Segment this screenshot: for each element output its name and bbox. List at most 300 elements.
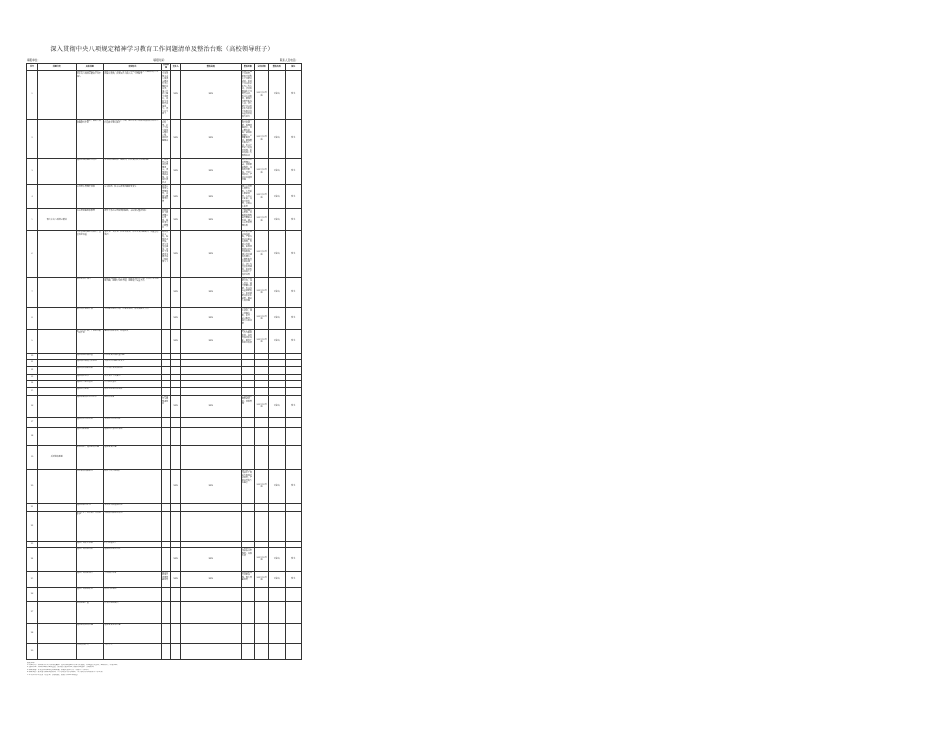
cell-d (255, 427, 269, 445)
cell-n: 6 (27, 231, 38, 278)
note-line: 4.整改进展：如实填写整改进展情况，已完成的写明完成情况，未完成的写明进展和下一步安排。 (27, 671, 105, 674)
cell-e (269, 511, 286, 541)
header-measure: 整改措施 (163, 64, 170, 69)
cell-r (171, 503, 181, 511)
cell-cat (38, 366, 77, 374)
cell-p2: 修订公务接待管理办法，规范审批程序，加强财务审核，开展专项检查，严肃查处违规问题 (241, 158, 255, 185)
cell-cat (38, 571, 77, 587)
cell-x: 精简会议文件，统筹检查考核，切实为基层减负，推动干部把更多精力投入到抓落实上 (161, 231, 171, 278)
cell-x (161, 511, 171, 541)
cell-e: 已完成 (269, 395, 286, 417)
table-row (27, 601, 302, 623)
cell-cat: 反对特权思想 (38, 445, 77, 469)
cell-r (171, 380, 181, 387)
cell-d: 2025年6月底 (255, 119, 269, 158)
cell-m (285, 427, 302, 445)
cell-d: 2025年6月底 (255, 158, 269, 185)
cell-m (285, 417, 302, 427)
cell-cat (38, 601, 77, 623)
cell-d: 2025年6月底 (255, 231, 269, 278)
cell-t (181, 359, 242, 366)
cell-p: 公务用车管理不规范 (76, 185, 104, 209)
cell-p: 理论武装存在偏差不到位，对中央八项规定精神学习不深入 (76, 70, 104, 119)
cell-p: 担当作为不够，干事创业精气神不足 (76, 329, 104, 353)
cell-cat (38, 119, 77, 158)
cell-r: XXX (171, 307, 181, 329)
cell-cat (38, 277, 77, 307)
cell-m (285, 445, 302, 469)
cell-x (161, 427, 171, 445)
cell-r (171, 643, 181, 659)
cell-e (269, 445, 286, 469)
cell-p: 违规公款旅游 (76, 387, 104, 395)
cell-m (285, 587, 302, 601)
cell-x (161, 359, 171, 366)
header-owner: 责任人 (171, 64, 181, 71)
cell-e: 已完成 (269, 277, 286, 307)
cell-p2: 全面清理车辆配备情况，规范管理 (241, 395, 255, 417)
table-row (27, 623, 302, 643)
cell-d (255, 366, 269, 374)
cell-n: 11 (27, 359, 38, 366)
table-row (27, 511, 302, 541)
cell-t (181, 380, 242, 387)
cell-f: 违规插手选人用人 (104, 547, 162, 571)
table-row (27, 307, 302, 329)
cell-t: XXX (181, 307, 242, 329)
cell-r: XXX (171, 158, 181, 185)
cell-n: 15 (27, 387, 38, 395)
cell-t (181, 623, 242, 643)
cell-d (255, 623, 269, 643)
cell-d (255, 643, 269, 659)
cell-cat (38, 547, 77, 571)
cell-n: 18 (27, 427, 38, 445)
cell-r (171, 511, 181, 541)
cell-p2 (241, 623, 255, 643)
cell-p2: 规范科研项目评审流程，落实回避制度 (241, 571, 255, 587)
cell-r: XXX (171, 571, 181, 587)
cell-t: XXX (181, 119, 242, 158)
cell-n: 7 (27, 277, 38, 307)
cell-r: XXX (171, 185, 181, 209)
cell-e: 已完成 (269, 547, 286, 571)
cell-f: 插手干预工程项目 (104, 469, 162, 503)
cell-e (269, 587, 286, 601)
cell-f: 违规享受待遇 (104, 445, 162, 469)
table-row (27, 70, 302, 119)
note-line: 1.问题分类：按照落实中央八项规定精神、反对特权思想等方面分类填报，问题查摆要具体，逐项列出，不能笼统。 (27, 664, 119, 667)
cell-p: 违规干预科研项目 (76, 571, 104, 587)
cell-p2: 制定精文减会具体措施，严格控制会议数量和规模，压缩文件篇幅，统筹规范督查检查考核事项，建立基层减负监测点，定期听取基层意见建议，切实为基层松绑减负，推动形成真抓实干良好氛围 (241, 231, 255, 278)
cell-n: 2 (27, 119, 38, 158)
cell-n: 19 (27, 445, 38, 469)
cell-r: XXX (171, 329, 181, 353)
cell-t: XXX (181, 70, 242, 119)
table-body (27, 70, 302, 659)
cell-p: 违规出入私人会所 (76, 380, 104, 387)
cell-p: 家风不正，对亲属子女管教不严 (76, 511, 104, 541)
cell-x (161, 469, 171, 503)
table-row (27, 387, 302, 395)
cell-cat (38, 231, 77, 278)
cell-m: 暂无 (285, 70, 302, 119)
cell-f: 巧立名目发放津补贴 (104, 366, 162, 374)
cell-cat (38, 307, 77, 329)
header-index: 序号 (27, 64, 38, 71)
cell-p2 (241, 503, 255, 511)
meta-unit: 填报单位： (27, 59, 40, 62)
cell-e (269, 366, 286, 374)
cell-m (285, 359, 302, 366)
cell-x: 坚持把学习贯彻中央八项规定精神作为长期政治任务，深入开展专题学习研讨，推动学习教育走深走实，切实以学促干 (161, 70, 171, 119)
cell-m (285, 503, 302, 511)
cell-n: 16 (27, 395, 38, 417)
cell-cat (38, 158, 77, 185)
header-category: 问题分类 (38, 64, 77, 71)
cell-f: 超标准配备 (104, 395, 162, 417)
cell-p: 违规使用公款 (76, 374, 104, 380)
cell-cat (38, 395, 77, 417)
cell-x (161, 380, 171, 387)
cell-r: XXX (171, 70, 181, 119)
cell-cat (38, 643, 77, 659)
cell-f: 本人或亲属违规经商 (104, 503, 162, 511)
cell-n: 29 (27, 643, 38, 659)
cell-d (255, 587, 269, 601)
cell-x (161, 547, 171, 571)
cell-e (269, 417, 286, 427)
cell-x (161, 601, 171, 623)
cell-n: 3 (27, 158, 38, 185)
cell-d (255, 380, 269, 387)
header-issue: 具体问题 (76, 64, 104, 71)
cell-p: 违规配备使用公务用车 (76, 395, 104, 417)
cell-n: 27 (27, 601, 38, 623)
cell-r (171, 427, 181, 445)
header-done: 完成时限 (255, 64, 269, 71)
cell-d (255, 387, 269, 395)
cell-d (255, 511, 269, 541)
cell-e (269, 643, 286, 659)
cell-m (285, 623, 302, 643)
cell-t (181, 587, 242, 601)
cell-m: 暂无 (285, 329, 302, 353)
cell-p: 违规吃喝问题仍有发生 (76, 158, 104, 185)
cell-p2 (241, 445, 255, 469)
meta-row (22, 59, 302, 62)
cell-cat (38, 511, 77, 541)
cell-cat (38, 417, 77, 427)
cell-e: 已完成 (269, 329, 286, 353)
cell-p: 违规干预招生录取 (76, 541, 104, 547)
cell-cat (38, 70, 77, 119)
cell-e: 已完成 (269, 469, 286, 503)
table-row (27, 209, 302, 231)
cell-f: 公务接待超标准、超范围，存在变相公款吃喝问题 (104, 158, 162, 185)
cell-e: 已完成 (269, 119, 286, 158)
cell-x (161, 587, 171, 601)
cell-e: 已完成 (269, 70, 286, 119)
cell-f: 借公务差旅之机旅游 (104, 387, 162, 395)
cell-p: 服务师生意识不强 (76, 307, 104, 329)
cell-t: XXX (181, 231, 242, 278)
cell-d: 2025年6月底 (255, 571, 269, 587)
cell-n: 26 (27, 587, 38, 601)
cell-t: XXX (181, 571, 242, 587)
cell-x (161, 329, 171, 353)
cell-n: 1 (27, 70, 38, 119)
header-row (27, 64, 302, 71)
cell-f: 多处占用办公用房 (104, 417, 162, 427)
cell-cat (38, 329, 77, 353)
cell-r (171, 445, 181, 469)
cell-t: XXX (181, 209, 242, 231)
cell-t (181, 601, 242, 623)
cell-f: 理论学习浮于表面，对中央八项规定精神及其实施细则的学习停留在表面，没有真正入脑入心，学用脱节 (104, 70, 162, 119)
cell-x (161, 445, 171, 469)
cell-x (161, 643, 171, 659)
cell-d (255, 601, 269, 623)
cell-r: XXX (171, 469, 181, 503)
note-line: 3.整改措施：针对具体问题制定整改措施，措施要具体可行、可操作、可检验。 (27, 668, 90, 671)
cell-d: 2025年6月底 (255, 395, 269, 417)
cell-f: 会议多、文件多、检查考核多，形式主义问题突出，加重基层负担 (104, 231, 162, 278)
table-row (27, 329, 302, 353)
table-row (27, 427, 302, 445)
cell-e (269, 623, 286, 643)
cell-cat (38, 359, 77, 366)
cell-e: 已完成 (269, 185, 286, 209)
cell-t: XXX (181, 277, 242, 307)
cell-e: 已完成 (269, 158, 286, 185)
cell-m: 暂无 (285, 571, 302, 587)
cell-p: 搞特殊化，违规享受待遇 (76, 445, 104, 469)
note-line: 5.本表由各单位党委（党总支）负责填报，填报后加盖公章报送。 (27, 673, 80, 676)
cell-t (181, 511, 242, 541)
cell-d: 2025年6月底 (255, 547, 269, 571)
cell-f: 遇到困难绕着走，推诿扯皮 (104, 329, 162, 353)
meta-date: 填报时间： (153, 59, 167, 62)
cell-n: 25 (27, 571, 38, 587)
cell-x: 完善公务用车管理制度，加强车辆使用监管 (161, 185, 171, 209)
cell-n: 24 (27, 547, 38, 571)
cell-r: XXX (171, 395, 181, 417)
cell-f: 官本位思想突出 (104, 601, 162, 623)
cell-f: 打招呼递条子 (104, 541, 162, 547)
cell-m: 暂无 (285, 307, 302, 329)
cell-t: XXX (181, 469, 242, 503)
header-progress: 整改进展 (181, 64, 242, 71)
cell-m (285, 387, 302, 395)
cell-n: 21 (27, 503, 38, 511)
cell-f: 插手招标采购 (104, 587, 162, 601)
cell-m: 暂无 (285, 547, 302, 571)
table-row (27, 359, 302, 366)
table-row (27, 445, 302, 469)
cell-p2 (241, 601, 255, 623)
cell-t (181, 366, 242, 374)
cell-d: 2025年6月底 (255, 307, 269, 329)
cell-x: 完善科研项目评审回避制度 (161, 571, 171, 587)
cell-x (161, 503, 171, 511)
header-result: 整改成效 (269, 64, 286, 71)
cell-n: 20 (27, 469, 38, 503)
table-row (27, 503, 302, 511)
cell-cat (38, 380, 77, 387)
cell-p2 (241, 387, 255, 395)
cell-f: 公车私用、私车公养等问题时有发生 (104, 185, 162, 209)
cell-x (161, 307, 171, 329)
cell-r: XXX (171, 231, 181, 278)
cell-m (285, 643, 302, 659)
cell-f: 出入私人会所 (104, 380, 162, 387)
cell-f: 大操大办问题仍有发生 (104, 359, 162, 366)
cell-p: 调查研究不深入 (76, 277, 104, 307)
cell-m (285, 601, 302, 623)
cell-e: 已完成 (269, 231, 286, 278)
cell-p: 学用结合不紧密，解决实际问题能力不足 (76, 119, 104, 158)
cell-r: XXX (171, 277, 181, 307)
table-row (27, 277, 302, 307)
cell-d: 2025年6月底 (255, 209, 269, 231)
cell-n: 14 (27, 380, 38, 387)
cell-p2 (241, 427, 255, 445)
cell-p: 违规经商办企业 (76, 503, 104, 511)
cell-r (171, 366, 181, 374)
cell-p2 (241, 380, 255, 387)
cell-p: 违规操办婚丧喜庆事宜 (76, 359, 104, 366)
cell-m: 暂无 (285, 469, 302, 503)
cell-f: 干预项目评审 (104, 571, 162, 587)
cell-t (181, 387, 242, 395)
cell-n: 28 (27, 623, 38, 643)
cell-p2 (241, 366, 255, 374)
cell-n: 10 (27, 353, 38, 359)
cell-p: 违规占用办公用房 (76, 417, 104, 427)
table-row (27, 643, 302, 659)
cell-f: 工作不实 (104, 643, 162, 659)
cell-m: 暂无 (285, 395, 302, 417)
cell-e (269, 380, 286, 387)
cell-d: 2025年6月底 (255, 469, 269, 503)
cell-t (181, 445, 242, 469)
page-title: 深入贯彻中央八项规定精神学习教育工作问题清单及整治台账（高校领导班子） (50, 46, 274, 53)
cell-f: 学习与实际工作结合不够，运用中央八项规定精神指导推动工作的能力有待提升 (104, 119, 162, 158)
cell-p: 文山会海问题仍然突出，基层负担较重 (76, 231, 104, 278)
table-row (27, 395, 302, 417)
cell-p: 违规干预人事安排 (76, 547, 104, 571)
cell-r: XXX (171, 547, 181, 571)
cell-d: 2025年6月底 (255, 70, 269, 119)
cell-p2: 开展走访师生活动，建立问题台账，推行一站式服务，提升办事效率 (241, 307, 255, 329)
cell-x (161, 623, 171, 643)
cell-p: 作风漂浮不实 (76, 643, 104, 659)
cell-r (171, 587, 181, 601)
cell-r (171, 359, 181, 366)
cell-p: 违规干预采购招标 (76, 587, 104, 601)
cell-p: 违规兼职取酬 (76, 427, 104, 445)
cell-p2: 健全干部担当作为激励机制，完善考核评价体系，激发干事创业热情 (241, 329, 255, 353)
cell-x (161, 417, 171, 427)
issue-ledger-table (26, 63, 302, 660)
cell-x: 坚持学以致用，结合学校实际制定整改方案，推动问题解决 (161, 119, 171, 158)
cell-e: 已完成 (269, 571, 286, 587)
cell-p: 办公用房超标准配置 (76, 209, 104, 231)
note-line: 2.具体问题：对照问题清单逐项查摆，如实填写具体问题，做到问题具体、表现清楚。 (27, 666, 96, 669)
cell-p2 (241, 643, 255, 659)
cell-d (255, 503, 269, 511)
cell-f: 调研走马观花，浮于表面；调研成果转化不够；存在作秀式调研问题；调研计划性不强；调研报告质量不高 (104, 277, 162, 307)
cell-x: 严格执行车辆配备标准 (161, 395, 171, 417)
cell-p2: 制定年度调研计划，深入基层一线开展蹲点调研，形成高质量调研报告，推动调研成果转化运用，解决实际问题 (241, 277, 255, 307)
notes-section (27, 662, 303, 676)
cell-r (171, 623, 181, 643)
cell-t: XXX (181, 329, 242, 353)
cell-p2: 严格执行干部选拔任用程序，加强监督 (241, 547, 255, 571)
cell-m: 暂无 (285, 119, 302, 158)
cell-cat (38, 427, 77, 445)
cell-p2 (241, 511, 255, 541)
cell-x (161, 366, 171, 374)
cell-cat (38, 503, 77, 511)
cell-n: 9 (27, 329, 38, 353)
cell-t: XXX (181, 395, 242, 417)
cell-e: 已完成 (269, 209, 286, 231)
cell-n: 8 (27, 307, 38, 329)
cell-d (255, 359, 269, 366)
cell-m: 暂无 (285, 277, 302, 307)
cell-m (285, 380, 302, 387)
cell-f: 主动服务意识不强，办事效率低，群众满意度不高 (104, 307, 162, 329)
table-row (27, 158, 302, 185)
table-row (27, 380, 302, 387)
header-deadline: 整改时限 (241, 64, 255, 71)
cell-p2 (241, 587, 255, 601)
cell-n: 12 (27, 366, 38, 374)
meta-contact: 联系人及电话： (279, 59, 298, 62)
cell-r: XXX (171, 119, 181, 158)
table-row (27, 571, 302, 587)
cell-r (171, 387, 181, 395)
cell-e (269, 387, 286, 395)
header-remark: 备注 (285, 64, 302, 71)
cell-d: 2025年6月底 (255, 185, 269, 209)
table-row (27, 119, 302, 158)
cell-cat (38, 623, 77, 643)
cell-n: 5 (27, 209, 38, 231)
header-form: 表现形式 (104, 64, 162, 71)
cell-f: 领导干部办公用房面积超标，未按规定整改到位 (104, 209, 162, 231)
cell-t: XXX (181, 158, 242, 185)
table-row (27, 417, 302, 427)
cell-r: XXX (171, 209, 181, 231)
cell-f: 违规在社会组织兼职 (104, 427, 162, 445)
cell-m: 暂无 (285, 158, 302, 185)
cell-t (181, 503, 242, 511)
cell-n: 17 (27, 417, 38, 427)
cell-p2: 已建立专题学习制度，组织开展集中学习研讨活动，推动学习成果转化为工作实效，持续巩固深化学习教育成效，形成长效机制，确保学习教育取得实效，切实把学习成果转化为推动学校事业高质量发展的强大动力 (241, 70, 255, 119)
table-row (27, 185, 302, 209)
cell-d (255, 417, 269, 427)
cell-p2: 建立领导干部插手干预重大事项记录制度，严格执行报告和追责 (241, 469, 255, 503)
cell-n: 23 (27, 541, 38, 547)
cell-t (181, 417, 242, 427)
cell-x: 对照标准全面清理办公用房，超标部分立即整改 (161, 209, 171, 231)
cell-p2: 结合学校实际开展调研，梳理问题清单，制定整改措施，逐项推动落实，定期跟踪问效，确保整改取得实效，形成学用结合的良好局面，推动各项工作落地见效 (241, 119, 255, 158)
cell-x (161, 387, 171, 395)
cell-d (255, 445, 269, 469)
